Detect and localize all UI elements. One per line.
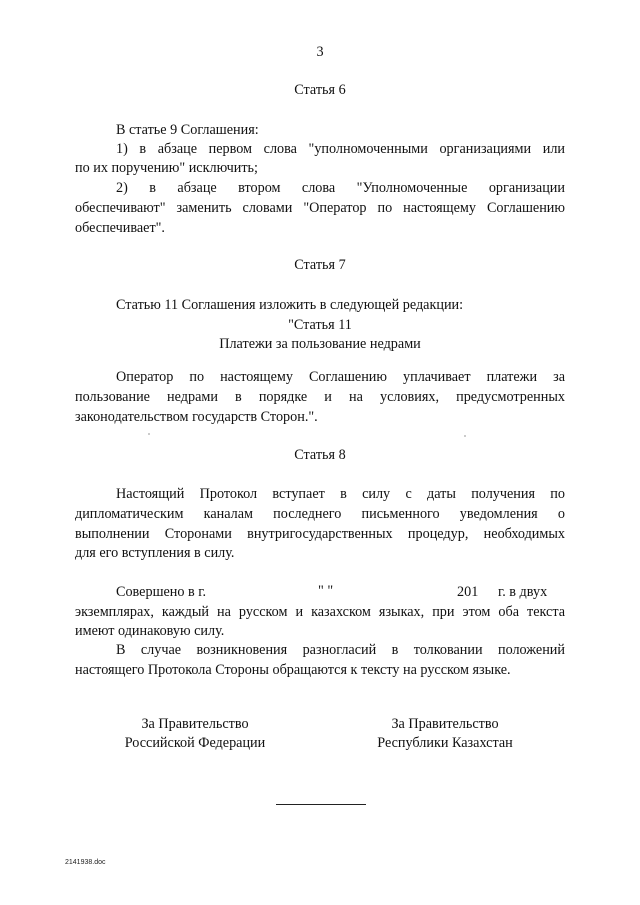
- article-8-para-line3: выполнении Сторонами внутригосударственных процедур, необходимых: [75, 526, 565, 542]
- quoted-article-title: Платежи за пользование недрами: [219, 336, 421, 352]
- article-7-para-line2: пользование недрами в порядке и на условиях, предусмотренных: [75, 389, 565, 405]
- footer-divider: [276, 804, 366, 805]
- article-7-intro: Статью 11 Соглашения изложить в следующей редакции:: [116, 297, 464, 313]
- article-6-item1-line1: 1) в абзаце первом слова "уполномоченными организациями или: [116, 141, 565, 157]
- date-quotes: " ": [318, 583, 334, 599]
- article-6-item2-line1: 2) в абзаце втором слова "Уполномоченные организации: [116, 180, 565, 196]
- done-in-line3: имеют одинаковую силу.: [75, 623, 225, 639]
- doc-id: 2141938.doc: [65, 859, 106, 866]
- article-8-heading: Статья 8: [294, 447, 346, 463]
- article-6-intro: В статье 9 Соглашения:: [116, 122, 259, 138]
- article-7-para-line1: Оператор по настоящему Соглашению уплачивает платежи за: [116, 369, 565, 385]
- article-7-para-line3: законодательством государств Сторон.".: [75, 409, 318, 425]
- article-6-heading: Статья 6: [294, 82, 346, 98]
- signature-left-line2: Российской Федерации: [124, 735, 266, 751]
- page-number: 3: [316, 44, 324, 60]
- article-8-para-line2: дипломатическим каналам последнего письменного уведомления о: [75, 506, 565, 522]
- article-7-heading: Статья 7: [294, 257, 346, 273]
- signature-left-line1: За Правительство: [141, 716, 249, 732]
- quoted-article-heading: "Статья 11: [288, 317, 352, 333]
- article-6-item2-line3: обеспечивает".: [75, 220, 165, 236]
- year: 201: [457, 584, 479, 600]
- done-in-suffix: г. в двух: [498, 584, 548, 600]
- disputes-line2: настоящего Протокола Стороны обращаются к тексту на русском языке.: [75, 662, 511, 678]
- signature-right-line1: За Правительство: [391, 716, 499, 732]
- signature-right-line2: Республики Казахстан: [377, 735, 513, 751]
- scan-speck: [148, 433, 150, 435]
- scan-speck: [464, 435, 466, 437]
- article-6-item1-line2: по их поручению" исключить;: [75, 160, 258, 176]
- article-8-para-line1: Настоящий Протокол вступает в силу с даты получения по: [116, 486, 565, 502]
- article-8-para-line4: для его вступления в силу.: [75, 545, 235, 561]
- done-in-prefix: Совершено в г.: [116, 584, 207, 600]
- done-in-line2: экземплярах, каждый на русском и казахском языках, при этом оба текста: [75, 604, 565, 620]
- article-6-item2-line2: обеспечивают" заменить словами "Оператор по настоящему Соглашению: [75, 200, 565, 216]
- disputes-line1: В случае возникновения разногласий в толковании положений: [116, 642, 565, 658]
